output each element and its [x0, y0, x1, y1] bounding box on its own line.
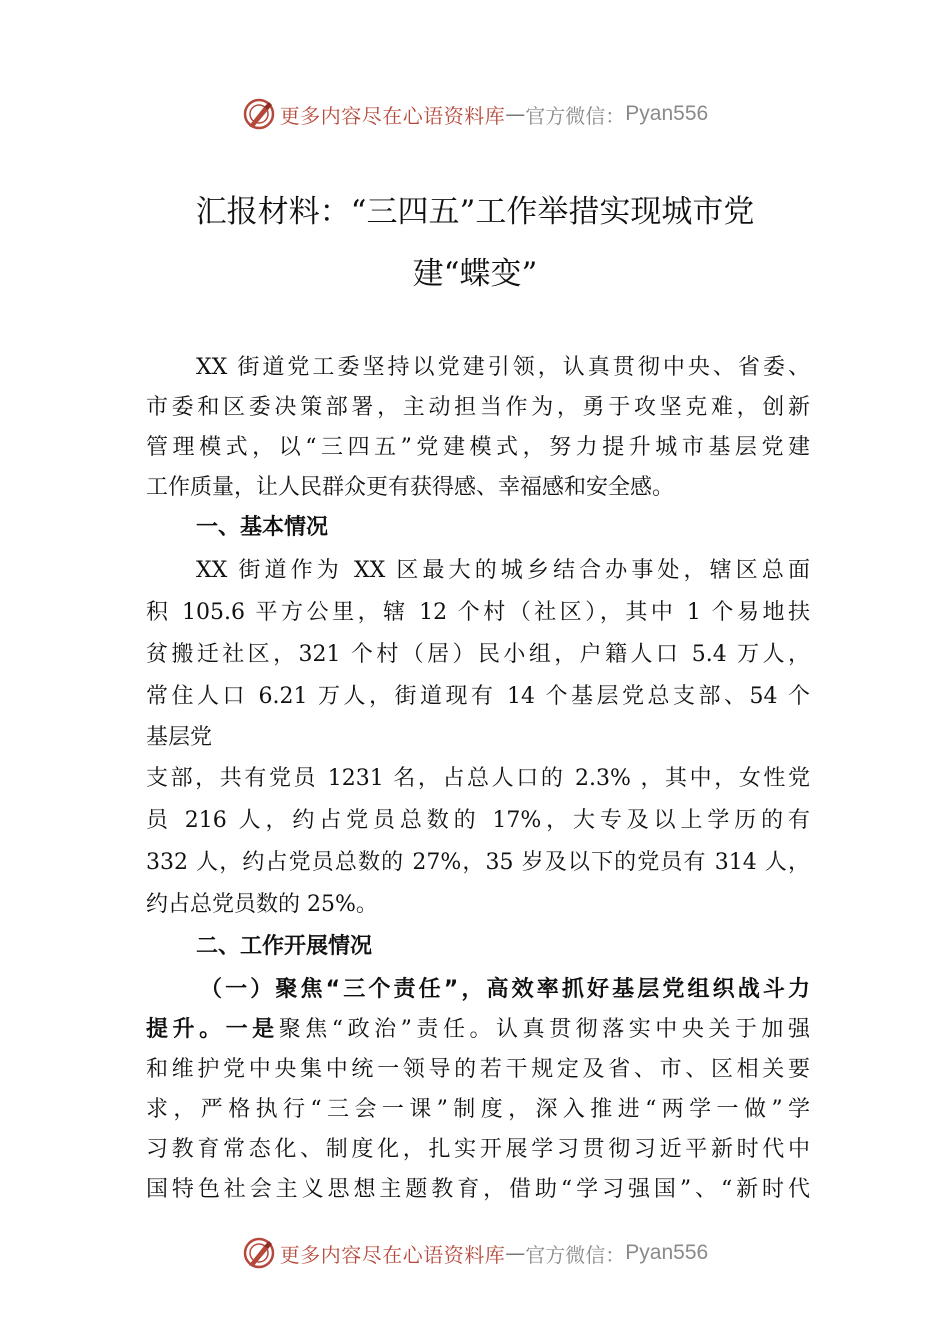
- paragraph-1-line: 管理模式，以“三四五”党建模式，努力提升城市基层党建: [146, 435, 810, 460]
- paragraph-2-line: 贫搬迁社区，321 个村（居）民小组，户籍人口 5.4 万人，: [146, 642, 810, 667]
- watermark-wechat-id: Pyan556: [625, 1241, 709, 1264]
- paragraph-2-line: 约占总党员数的 25%。: [146, 892, 378, 917]
- paragraph-3-line: [146, 1010, 810, 1050]
- document-title-line-1: 汇报材料：“三四五”工作举措实现城市党: [195, 194, 755, 230]
- watermark-wechat-label: 官方微信：: [525, 103, 626, 128]
- pen-nib-circle-icon: [242, 97, 276, 131]
- watermark-wechat-id: Pyan556: [625, 102, 709, 125]
- paragraph-3-text: 聚焦“政治”责任。认真贯彻落实中央关于加强: [278, 1017, 810, 1042]
- footer-watermark: [0, 1233, 950, 1273]
- paragraph-3-line: 求，严格执行“三会一课”制度，深入推进“两学一做”学: [146, 1097, 810, 1122]
- point-label-first: 一是: [225, 1017, 279, 1042]
- watermark-separator: —: [505, 1241, 526, 1265]
- paragraph-2-line: 332 人，约占党员总数的 27%，35 岁及以下的党员有 314 人，: [146, 850, 810, 875]
- watermark-text: 更多内容尽在心语资料库: [279, 103, 506, 128]
- watermark-separator: —: [505, 102, 526, 126]
- watermark-wechat-label: 官方微信：: [525, 1242, 626, 1267]
- paragraph-2-line: 常住人口 6.21 万人，街道现有 14 个基层党总支部、54 个: [146, 684, 810, 709]
- section-heading-work-progress: 二、工作开展情况: [196, 934, 373, 959]
- document-title-line-2: 建“蝶变”: [412, 256, 538, 292]
- paragraph-2-line: XX 街道作为 XX 区最大的城乡结合办事处，辖区总面: [196, 558, 810, 583]
- subsection-heading: （一）聚焦“三个责任”，高效率抓好基层党组织战斗力: [200, 977, 810, 1002]
- paragraph-2-line: 基层党: [146, 725, 213, 750]
- paragraph-2-line: 支部，共有党员 1231 名，占总人口的 2.3% ，其中，女性党: [146, 766, 810, 791]
- pen-nib-circle-icon: [242, 1236, 276, 1270]
- subsection-heading-end: 提升。: [146, 1017, 226, 1042]
- paragraph-1-line: 工作质量，让人民群众更有获得感、幸福感和安全感。: [146, 475, 675, 500]
- paragraph-2-line: 积 105.6 平方公里，辖 12 个村（社区），其中 1 个易地扶: [146, 600, 810, 625]
- paragraph-3-line: 习教育常态化、制度化，扎实开展学习贯彻习近平新时代中: [146, 1137, 810, 1162]
- paragraph-1-line: 市委和区委决策部署，主动担当作为，勇于攻坚克难，创新: [146, 395, 810, 420]
- paragraph-2-line: 员 216 人，约占党员总数的 17%，大专及以上学历的有: [146, 808, 810, 833]
- section-heading-basic-info: 一、基本情况: [196, 515, 329, 540]
- paragraph-3-line: 国特色社会主义思想主题教育，借助“学习强国”、“新时代: [146, 1177, 810, 1202]
- watermark-text: 更多内容尽在心语资料库: [279, 1242, 506, 1267]
- header-watermark: [0, 94, 950, 134]
- paragraph-3-line: 和维护党中央集中统一领导的若干规定及省、市、区相关要: [146, 1057, 810, 1082]
- paragraph-1-line: XX 街道党工委坚持以党建引领，认真贯彻中央、省委、: [196, 355, 810, 380]
